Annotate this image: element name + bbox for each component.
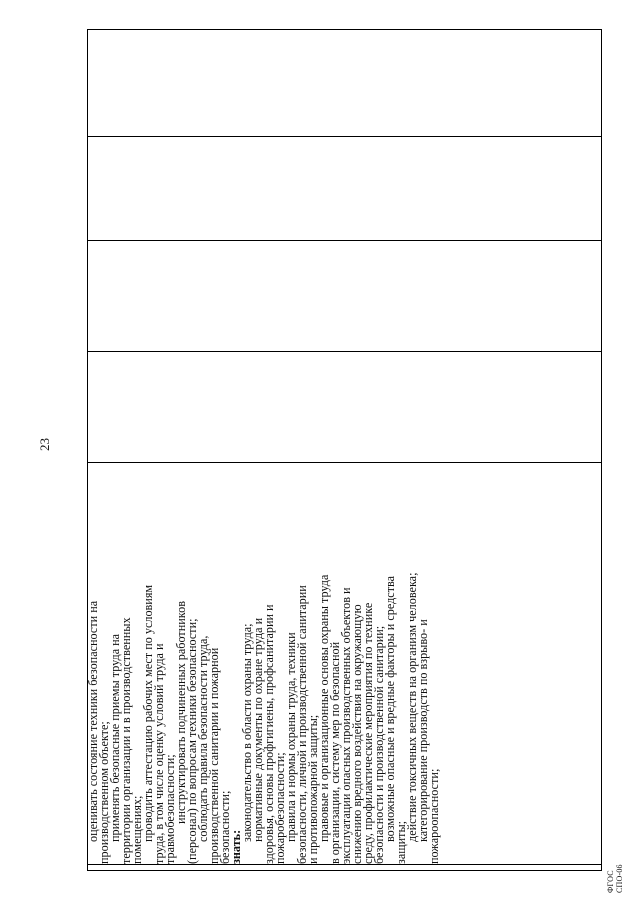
- requirement-line: труда, в том числе оценку условий труда и: [152, 643, 166, 864]
- requirement-line: здоровья, основы профгигиены, профсанитарии и: [262, 604, 276, 864]
- requirement-line: соблюдать правила безопасности труда,: [196, 635, 210, 842]
- requirement-line: проводить аттестацию рабочих мест по условиям: [141, 584, 155, 842]
- requirement-line: категорирование производств по взрыво- и: [416, 619, 430, 842]
- requirement-line: (персонал) по вопросам техники безопасности;: [185, 618, 199, 864]
- curriculum-table-wrapper: [87, 36, 602, 871]
- requirement-line: пожаробезопасности;: [273, 752, 287, 864]
- requirement-line: применять безопасные приемы труда на: [108, 633, 122, 842]
- table-cell-empty: [88, 352, 602, 463]
- table-cell-empty: [88, 137, 602, 241]
- requirement-line: правила и нормы охраны труда, техники: [284, 632, 298, 842]
- requirement-line: инструктировать подчиненных работников: [174, 601, 188, 824]
- table-cell-empty: [88, 30, 602, 137]
- requirement-line: безопасности, личной и производственной санитарии: [295, 585, 309, 864]
- requirement-line: законодательство в области охраны труда;: [240, 623, 254, 842]
- table-cell-empty: [88, 241, 602, 352]
- requirement-line: среду, профилактические мероприятия по технике: [361, 602, 375, 864]
- requirement-line: производственном объекте;: [97, 721, 111, 864]
- page-number: 23: [37, 438, 52, 451]
- requirement-line: и противопожарной защиты;: [306, 714, 320, 864]
- requirement-line: возможные опасные и вредные факторы и средства: [383, 575, 397, 842]
- requirement-line: безопасности и производственной санитарии;: [372, 625, 386, 864]
- table-cell-index: [88, 865, 602, 871]
- table-cell-requirements: [88, 463, 602, 865]
- requirement-line: снижению вредного воздействия на окружающую: [350, 604, 364, 864]
- requirement-line: пожароопасности;: [427, 768, 441, 864]
- requirement-line: территории организации и в производственных: [119, 617, 133, 864]
- footer-code: ФГОС СПО-06: [606, 864, 624, 893]
- curriculum-table: [87, 29, 602, 871]
- requirement-line: знать:: [229, 829, 243, 864]
- requirement-line: правовые и организационные основы охраны труда: [317, 574, 331, 842]
- requirement-line: защиты;: [394, 820, 408, 864]
- requirement-line: оценивать состояние техники безопасности на: [86, 600, 100, 842]
- requirement-line: травмобезопасности;: [163, 754, 177, 864]
- requirement-line: нормативные документы по охране труда и: [251, 617, 265, 842]
- requirements-text: [88, 463, 440, 864]
- requirement-line: эксплуатации опасных производственных объектов и: [339, 587, 353, 864]
- requirement-line: в организации, систему мер по безопасной: [328, 641, 342, 864]
- requirement-line: производственной санитарии и пожарной: [207, 647, 221, 864]
- requirement-line: действие токсичных веществ на организм человека;: [405, 572, 419, 842]
- table-row: [88, 30, 602, 871]
- requirement-line: безопасности;: [218, 790, 232, 864]
- requirement-line: помещениях;: [130, 795, 144, 864]
